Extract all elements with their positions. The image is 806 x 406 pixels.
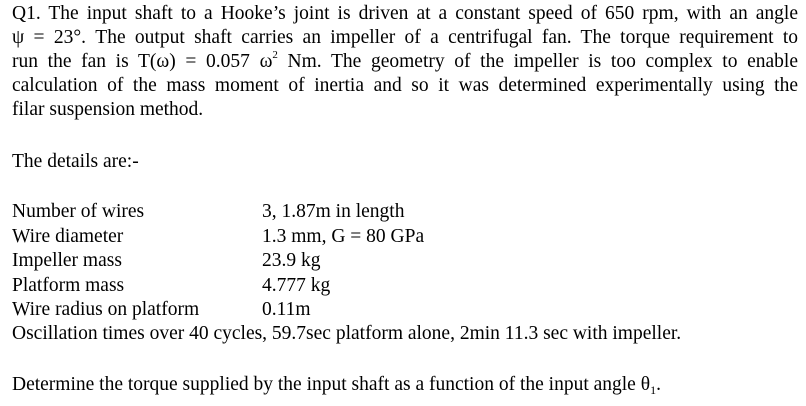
question-line-5: filar suspension method. bbox=[12, 99, 204, 120]
oscillation-times: Oscillation times over 40 cycles, 59.7sec platform alone, 2min 11.3 sec with impeller. bbox=[12, 323, 682, 344]
detail-value: 4.777 kg bbox=[262, 274, 331, 296]
detail-label: Wire diameter bbox=[12, 225, 124, 247]
detail-value: 1.3 mm, G = 80 GPa bbox=[262, 225, 425, 247]
question-paragraph bbox=[12, 2, 798, 122]
detail-label: Wire radius on platform bbox=[12, 299, 200, 320]
detail-value: 0.11m bbox=[262, 299, 311, 320]
question-line-4: calculation of the mass moment of inertia and so it was determined experimentally using the bbox=[12, 75, 798, 96]
question-line-3-rest: Nm. The geometry of the impeller is too complex to enable bbox=[277, 51, 799, 72]
question-line-2: ψ = 23°. The output shaft carries an impeller of a centrifugal fan. The torque requirement to bbox=[12, 27, 798, 48]
detail-label: Impeller mass bbox=[12, 250, 122, 271]
detail-value: 3, 1.87m in length bbox=[262, 201, 405, 222]
torque-exponent: 2 bbox=[272, 49, 278, 61]
task-text: Determine the torque supplied by the input shaft as a function of the input angle θ bbox=[12, 374, 651, 395]
detail-label: Platform mass bbox=[12, 274, 125, 296]
detail-value: 23.9 kg bbox=[262, 250, 321, 271]
question-line-1: Q1. The input shaft to a Hooke’s joint is driven at a constant speed of 650 rpm, with an angle bbox=[12, 3, 798, 24]
detail-label: Number of wires bbox=[12, 201, 145, 222]
task-statement bbox=[12, 373, 661, 397]
task-end: . bbox=[656, 374, 661, 395]
torque-expression: run the fan is T(ω) = 0.057 ω bbox=[12, 51, 273, 72]
theta-subscript: 1 bbox=[650, 383, 657, 397]
question-line-3 bbox=[12, 50, 798, 74]
details-heading: The details are:- bbox=[12, 151, 139, 172]
